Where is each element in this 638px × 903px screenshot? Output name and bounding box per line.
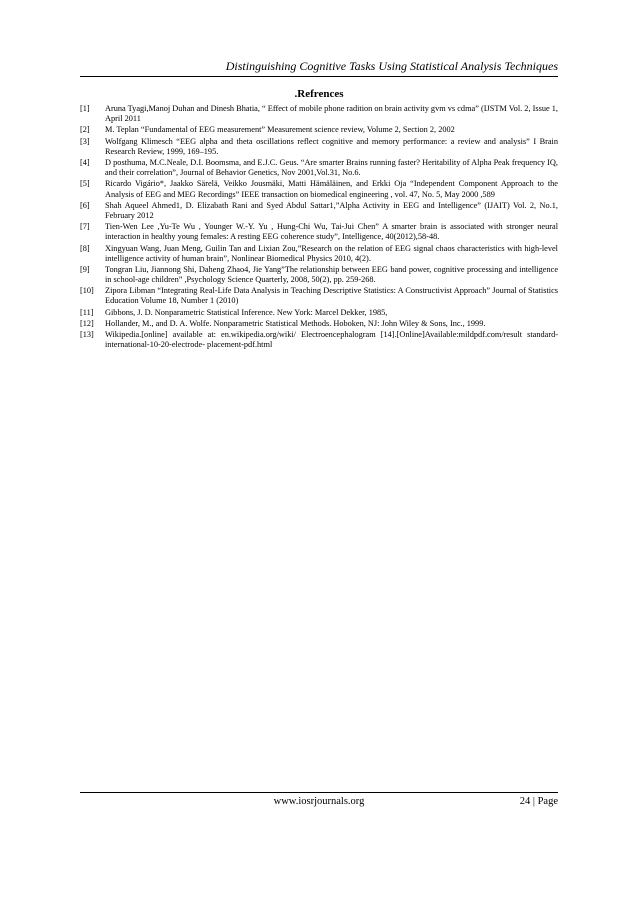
reference-number: [5] — [80, 179, 90, 189]
reference-item — [80, 244, 558, 264]
reference-number: [1] — [80, 104, 90, 113]
reference-item — [80, 308, 558, 318]
reference-item — [80, 137, 558, 157]
references-heading: .Refrences — [294, 88, 344, 100]
reference-text: Aruna Tyagi,Manoj Duhan and Dinesh Bhatia, “ Effect of mobile phone radition on brain activity gvm vs cdma” (IJSTM Vol. 2, Issue 1, April 2011 — [105, 104, 558, 124]
reference-text: Gibbons, J. D. Nonparametric Statistical Inference. New York: Marcel Dekker, 1985, — [105, 307, 388, 317]
page-header — [80, 58, 558, 77]
reference-number: [2] — [80, 125, 90, 135]
reference-text: D posthuma, M.C.Neale, D.I. Boomsma, and E.J.C. Geus. “Are smarter Brains running faster? Heritability of Alpha Peak frequency IQ, and their correlation”, Journal of Behavior Genetics, Nov 2001,Vol.31, No.6. — [105, 158, 558, 178]
reference-number: [9] — [80, 264, 90, 274]
reference-item — [80, 286, 558, 306]
reference-text: Zipora Libman “Integrating Real-Life Data Analysis in Teaching Descriptive Statistics: A Constructivist Approach” Journal of Statistics Education Volume 18, Number 1 (2010) — [105, 286, 558, 306]
reference-item — [80, 158, 558, 178]
reference-number: [13] — [80, 330, 94, 340]
reference-text: Shah Aqueel Ahmed1, D. Elizabath Rani and Syed Abdul Sattar1,”Alpha Activity in EEG and Intelligence” (IJAIT) Vol. 2, No.1, February 2012 — [105, 200, 558, 220]
reference-item — [80, 319, 558, 329]
reference-number: [11] — [80, 307, 94, 317]
page-footer — [80, 792, 558, 815]
page-number: 24 | Page — [519, 796, 558, 807]
reference-text: Wolfgang Klimesch “EEG alpha and theta oscillations reflect cognitive and memory performance: a review and analysis” I Brain Research Review, 1999, 169–195. — [105, 136, 558, 156]
reference-item — [80, 179, 558, 199]
reference-number: [8] — [80, 243, 90, 253]
running-title: Distinguishing Cognitive Tasks Using Statistical Analysis Techniques — [225, 59, 558, 73]
reference-number: [3] — [80, 136, 90, 146]
reference-number: [10] — [80, 286, 94, 296]
reference-text: Tien-Wen Lee ,Yu-Te Wu , Younger W.-Y. Yu , Hung-Chi Wu, Tai-Jui Chen” A smarter brain is associated with stronger neural interaction in healthy young females: A resting EEG coherence study”, Intelligence, 40(2012),58-48. — [105, 222, 558, 242]
reference-text: Ricardo Vigário*, Jaakko Särelä, Veikko Jousmäki, Matti Hämäläinen, and Erkki Oja “Independent Component Approach to the Analysis of EEG and MEG Recordings” IEEE transaction on biomedical engineering , vol. 47, No. 5, May 2000 ,589 — [105, 179, 558, 199]
reference-number: [7] — [80, 222, 90, 232]
reference-number: [4] — [80, 158, 90, 168]
reference-text: M. Teplan “Fundamental of EEG measurement” Measurement science review, Volume 2, Section 2, 2002 — [105, 125, 455, 135]
reference-item — [80, 265, 558, 285]
reference-item — [80, 222, 558, 242]
journal-website: www.iosrjournals.org — [273, 796, 365, 807]
reference-text: Tongran Liu, Jiannong Shi, Daheng Zhao4, Jie Yang”The relationship between EEG band power, cognitive processing and intelligence in school-age children” ,Psychology Science Quarterly, 2008, 50(2), pp. 259-268. — [105, 264, 558, 284]
reference-text: Hollander, M., and D. A. Wolfe. Nonparametric Statistical Methods. Hoboken, NJ: John Wiley & Sons, Inc., 1999. — [105, 318, 486, 328]
reference-text: Xingyuan Wang, Juan Meng, Guilin Tan and Lixian Zou,”Research on the relation of EEG signal chaos characteristics with high-level intelligence activity of human brain”, Nonlinear Biomedical Physics 2010, 4(2). — [105, 243, 558, 263]
reference-text: Wikipedia.[online] available at: en.wikipedia.org/wiki/ Electroencephalogram [14].[Online]Available:mildpdf.com/result standard-international-10-20-electrode- placement-pdf.html — [105, 330, 558, 350]
reference-item — [80, 125, 558, 135]
reference-number: [12] — [80, 318, 94, 328]
reference-item — [80, 330, 558, 350]
references-list — [80, 104, 558, 352]
reference-item — [80, 104, 558, 124]
reference-item — [80, 201, 558, 221]
reference-number: [6] — [80, 200, 90, 210]
